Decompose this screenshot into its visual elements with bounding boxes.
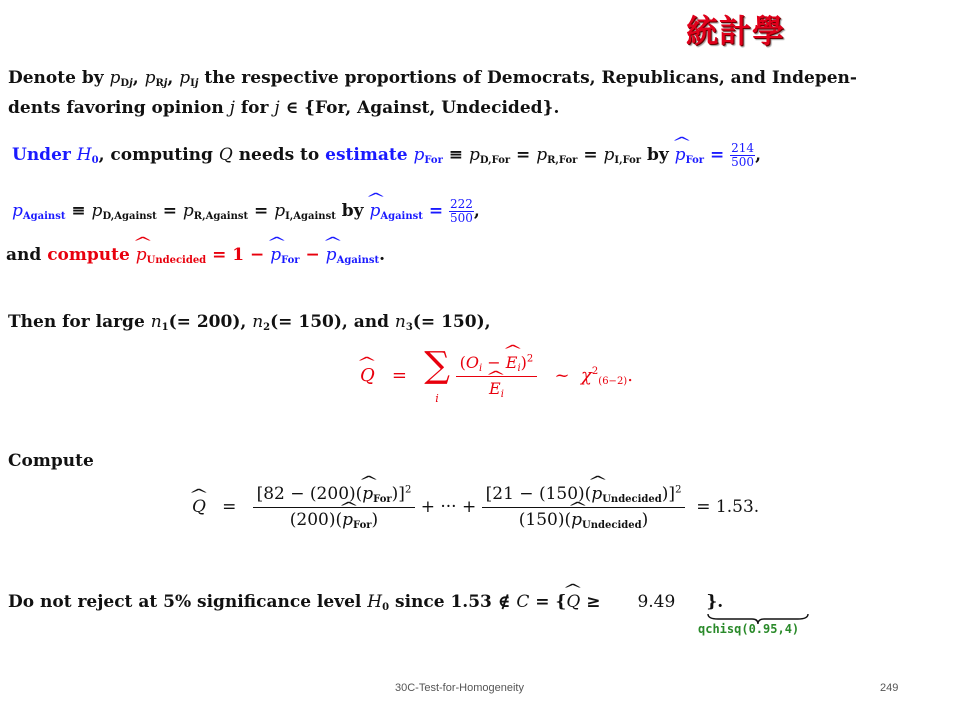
denote-paragraph: Denote by $p_{Dj}$, $p_{Rj}$, $p_{Ij}$ the respective proportions of Democrats, Republicans, and Indepen- dents favoring opinion j for j ∈ {For, Against, Undecided}. <box>8 68 857 118</box>
qchisq-note: qchisq(0.95,4) <box>698 622 800 636</box>
critical-value: 9.49 <box>637 592 676 612</box>
and-label: and <box>6 245 42 265</box>
footer-page-number: 249 <box>880 682 899 694</box>
p-for-numerator: 214 <box>731 141 755 155</box>
under-label: Under <box>12 145 71 165</box>
p-for-fraction <box>730 142 755 169</box>
p-against-line: $p_{Against} \equiv p_{D,Against} = p_{R,Against} = p_{I,Against}$ by ^ $p_{Against}$ = $\frac{222}{500}$ , <box>12 198 480 225</box>
compute-red-label: compute <box>47 245 130 265</box>
p-against-denominator: 500 <box>449 211 473 225</box>
p-against-fraction <box>449 198 474 225</box>
q-symbol: Q <box>218 145 233 165</box>
do-not-reject-label: Do not reject at 5% significance level <box>8 592 362 612</box>
q-result: 1.53 <box>715 497 754 517</box>
by-label-2: by <box>341 201 364 221</box>
q-computation-formula: ^ Q = $\frac{[82 - (200)(\^{} p_{For})]^2}{(200)(\^{} p_{For})}$ + ··· + $\frac{[21 - (150)(\^{} p_{Undecided})]^2}{(150)(\^{} p_{Undecided})}$ = 1.53. <box>192 484 759 531</box>
footer-section: 30C-Test-for-Homogeneity <box>395 682 524 694</box>
n3-value: 150 <box>441 312 477 332</box>
by-label-1: by <box>646 145 669 165</box>
estimate-label: estimate <box>325 145 408 165</box>
computing-label: computing <box>110 145 213 165</box>
compute-undecided-line: and compute ^ $p_{Undecided} = 1$ − ^ $p_{For}$ − ^ $p_{Against}$. <box>6 245 385 266</box>
compute-label: Compute <box>8 451 94 471</box>
n2-value: 150 <box>298 312 334 332</box>
h0-symbol: $H_0$ <box>76 145 99 166</box>
p-for-denominator: 500 <box>731 155 755 169</box>
since-label: since <box>395 592 445 612</box>
needs-to-label: needs to <box>238 145 320 165</box>
q-statistic-formula: ^ Q = ∑ i ($O_i$ − ^ $E_i)^2$ ^ $E_i$ ~ $\chi^2_{(6-2)}$. <box>360 345 633 407</box>
under-h0-line: Under $H_0$, computing Q needs to estimate $p_{For} \equiv p_{D,For} = p_{R,For} = p_{I,For}$ by ^ $p_{For}$ = $\frac{214}{500}$ , <box>12 142 761 169</box>
conclusion-line: Do not reject at 5% significance level $H_0$ since 1.53 ∉ C = {^ Q ≥ 9.49 }. <box>8 592 723 613</box>
then-label: Then for large <box>8 312 145 332</box>
p-against-numerator: 222 <box>449 197 473 211</box>
then-line: Then for large $n_1(= 200)$, $n_2(= 150)$, and $n_3(= 150)$, <box>8 312 491 333</box>
slide-title: 統計學 <box>686 12 786 50</box>
n1-value: 200 <box>196 312 233 332</box>
